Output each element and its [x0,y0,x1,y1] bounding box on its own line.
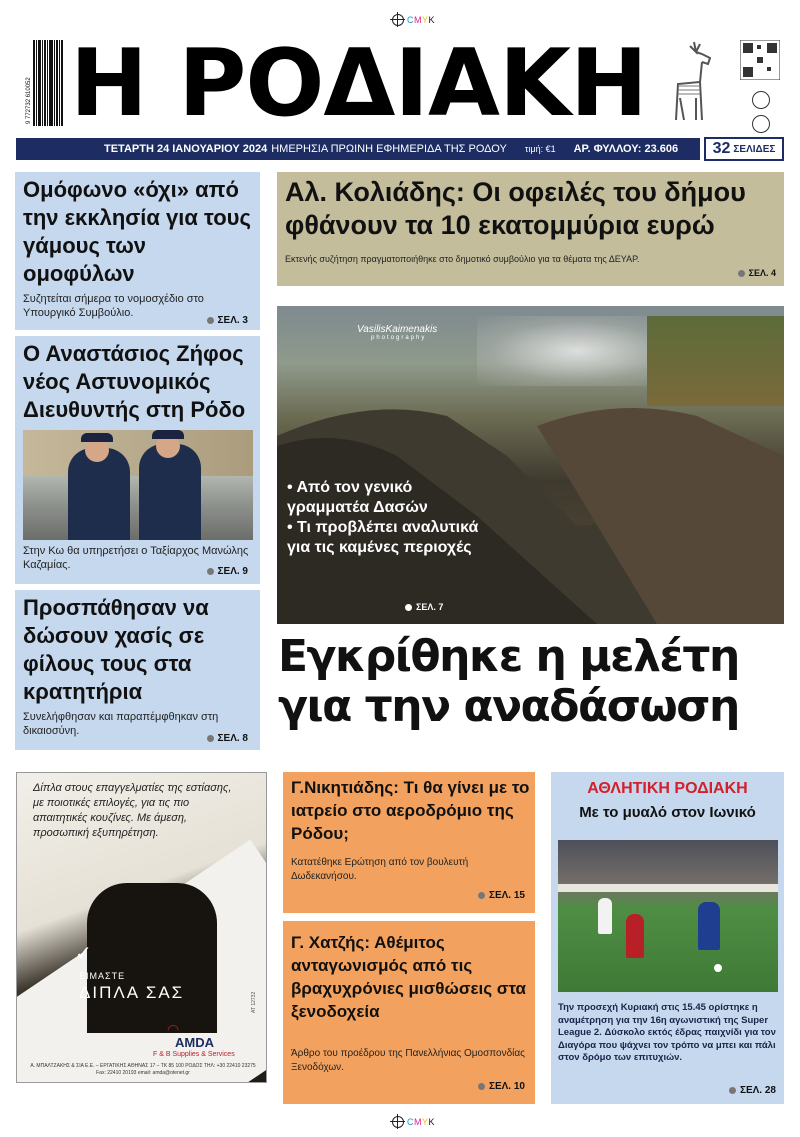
officer-figure [139,444,201,540]
story-box[interactable] [15,172,260,330]
lead-bullet: • Από τον γενικό γραμματέα Δασών [287,479,428,516]
photo-credit-sub: photography [371,335,427,341]
crosshair-icon [392,14,404,26]
ad-side-code: ΑΤ 12732 [251,991,257,1013]
story-headline[interactable]: Προσπάθησαν να δώσουν χασίς σε φίλους τους στα κρατητήρια [23,595,209,704]
story-summary: Κατατέθηκε Ερώτηση από τον βουλευτή Δωδεκανήσου. [291,857,469,882]
story-headline[interactable]: Γ.Νικητιάδης: Τι θα γίνει με το ιατρείο στο αεροδρόμιο της Ρόδου; [291,778,530,843]
barcode-icon [33,40,63,126]
story-box[interactable] [15,336,260,584]
ad-brand-sub: F & B Supplies & Services [153,1051,235,1058]
registration-mark-top: CMYK [392,12,452,28]
story-headline[interactable]: Ομόφωνο «όχι» από την εκκλησία για τους γάμους των ομοφύλων [23,177,251,286]
page-ref: ΣΕΛ. 4 [738,268,776,278]
page-ref: ΣΕΛ. 8 [207,733,248,744]
ad-intro: Δίπλα στους επαγγελματίες της εστίασης, με ποιοτικές επιλογές, για τις πιο απαιτητικές κουζίνες. Με άμεση, προσωπική εξυπηρέτηση. [33,782,232,839]
top-story-headline[interactable]: Αλ. Κολιάδης: Οι οφειλές του δήμου φθάνουν τα 10 εκατομμύρια ευρώ [285,177,746,240]
deer-logo-icon [666,36,738,126]
check-icon: ✓ [75,943,92,965]
masthead-side-info [740,40,782,130]
lead-bullets [287,478,487,558]
player-figure [626,914,644,958]
story-summary: Συνελήφθησαν και παραπέμφθηκαν στη δικαιοσύνη. [23,711,219,737]
issue-date: ΤΕΤΑΡΤΗ 24 ΙΑΝΟΥΑΡΙΟΥ 2024 [104,143,268,155]
burned-forest-photo [277,306,784,624]
story-summary: Άρθρο του προέδρου της Πανελλήνιας Ομοσπονδίας Ξενοδόχων. [291,1048,525,1073]
pages-number: 32 [712,140,731,157]
story-summary: Στην Κω θα υπηρετήσει ο Ταξίαρχος Μανώλης Καζαμίας. [23,545,249,571]
ad-tagline-small: ΕΙΜΑΣΤΕ [79,971,126,981]
story-box[interactable] [15,590,260,750]
wifi-logo-icon: ◠ [167,1021,180,1037]
amda-advertisement[interactable] [16,772,267,1083]
price: τιμή: €1 [524,144,556,154]
ad-footer: Α. ΜΠΑΛΤΖΑΚΗΣ & ΣΙΑ Ε.Ε. – ΕΡΓΑΤΙΚΗΣ ΑΘΗΝΑΣ 17 – ΤΚ 85 100 ΡΟΔΟΣ ΤΗΛ: +30 22410 23275 Fax: 22410 20193 email: amda@otenet.gr [30,1063,256,1076]
hillside-shapes [277,306,784,624]
sports-headline[interactable]: Με το μυαλό στον Ιωνικό [579,804,756,821]
chef-figure [87,883,217,1033]
story-headline[interactable]: Ο Αναστάσιος Ζήφος νέος Αστυνομικός Διευθυντής στη Ρόδο [23,341,246,422]
ad-tagline-big: ΔΙΠΛΑ ΣΑΣ [79,983,185,1002]
qr-code-icon [740,40,780,80]
page-ref: ΣΕΛ. 28 [729,1085,776,1096]
dateline-bar [16,138,700,160]
lead-bullet: • Τι προβλέπει αναλυτικά για τις καμένες περιοχές [287,519,479,556]
seal-icon [752,115,770,133]
sports-section-title: ΑΘΛΗΤΙΚΗ ΡΟΔΙΑΚΗ [587,780,748,797]
story-box[interactable] [283,772,535,913]
page-ref: ΣΕΛ. 10 [478,1081,525,1092]
issue-number: ΑΡ. ΦΥΛΛΟΥ: 23.606 [573,143,679,155]
top-story-summary: Εκτενής συζήτηση πραγματοποιήθηκε στο δημοτικό συμβούλιο για τα θέματα της ΔΕΥΑΡ. [285,254,640,264]
masthead-title: Η ΡΟΔΙΑΚΗ [70,29,647,137]
page-ref: ΣΕΛ. 15 [478,890,525,901]
registration-mark-bottom: CMYK [392,1114,452,1130]
lead-headline[interactable]: Εγκρίθηκε η μελέτη για την αναδάσωση [278,631,739,732]
ball-icon [714,964,722,972]
pages-word: ΣΕΛΙΔΕΣ [733,143,776,155]
page-ref: ΣΕΛ. 9 [207,566,248,577]
crosshair-icon [392,1116,404,1128]
story-headline[interactable]: Γ. Χατζής: Αθέμιτος ανταγωνισμός από τις βραχυχρόνιες μισθώσεις στα ξενοδοχεία [291,933,527,1021]
sports-text: Την προσεχή Κυριακή στις 15.45 ορίστηκε η αναμέτρηση για την 16η αγωνιστική της Super League 2. Δύσκολο εκτός έδρας παιχνίδι για τον Διαγόρα που ψάχνει τον τρόπο να μπει και πάλι στον δρόμο των επιτυχιών. [558,1002,776,1063]
story-summary: Συζητείται σήμερα το νομοσχέδιο στο Υπουργικό Συμβούλιο. [23,293,204,319]
top-story-box[interactable] [277,172,784,286]
ad-brand: AMDA [175,1035,214,1050]
pages-badge [704,137,784,161]
player-figure [698,902,720,950]
player-figure [598,898,612,934]
story-box[interactable] [283,921,535,1104]
photo-credit: VasilisKaimenakis [357,324,438,335]
page-ref: ΣΕΛ. 3 [207,315,248,326]
police-chiefs-photo [23,430,253,540]
page-ref: ΣΕΛ. 7 [405,602,443,612]
sports-box[interactable] [551,772,784,1104]
barcode-number: 9 772732 610052 [26,77,32,124]
tagline: ΗΜΕΡΗΣΙΑ ΠΡΩΙΝΗ ΕΦΗΜΕΡΙΔΑ ΤΗΣ ΡΟΔΟΥ [271,143,507,155]
seal-icon [752,91,770,109]
football-match-photo [558,840,778,992]
